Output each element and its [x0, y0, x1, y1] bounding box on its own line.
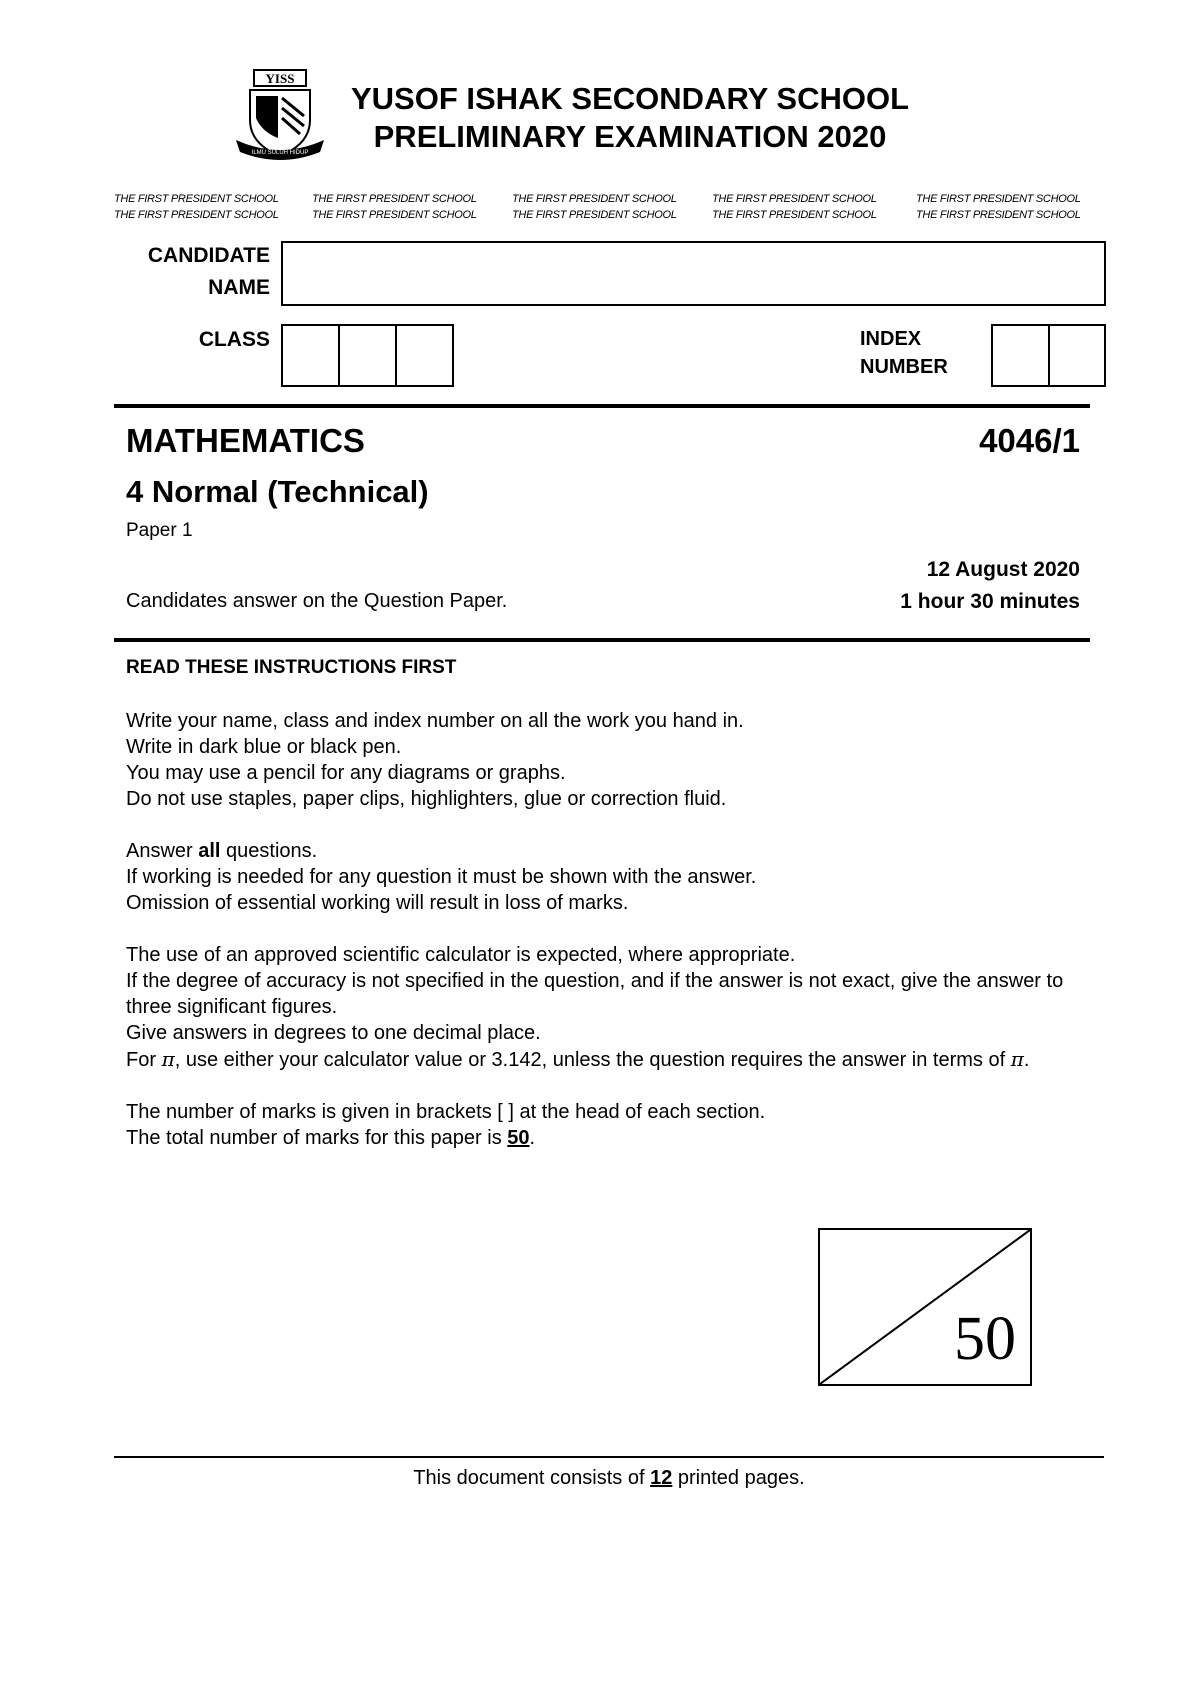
index-cell-divider — [1048, 326, 1050, 385]
instruction-line: If the degree of accuracy is not specified in the question, and if the answer is not exact, give the answer to three significant figures. — [126, 970, 1064, 1018]
total-marks: 50 — [507, 1127, 530, 1149]
marks-box-total: 50 — [954, 1305, 1016, 1373]
footer-note: This document consists of 12 printed pages. — [413, 1467, 805, 1489]
pi-symbol: π — [1010, 1047, 1024, 1071]
instruction-line: Give answers in degrees to one decimal place. — [126, 1022, 541, 1044]
class-cell-divider — [395, 326, 397, 385]
instructions-heading: READ THESE INSTRUCTIONS FIRST — [126, 657, 457, 678]
instruction-line: The use of an approved scientific calculator is expected, where appropriate. — [126, 944, 796, 966]
school-heading — [330, 80, 930, 156]
motto-column-2: THE FIRST PRESIDENT SCHOOL THE FIRST PRESIDENT SCHOOL — [312, 193, 477, 221]
subject-title: MATHEMATICS — [126, 422, 365, 459]
motto-column-3: THE FIRST PRESIDENT SCHOOL THE FIRST PRESIDENT SCHOOL — [512, 193, 677, 221]
instruction-line: If working is needed for any question it must be shown with the answer. — [126, 866, 757, 888]
instruction-line: You may use a pencil for any diagrams or graphs. — [126, 762, 566, 784]
instruction-line: The total number of marks for this paper is 50. — [126, 1127, 536, 1149]
pi-symbol: π — [161, 1047, 175, 1071]
instruction-line: Answer all questions. — [126, 840, 318, 862]
class-cell-divider — [338, 326, 340, 385]
instruction-line: Omission of essential working will result in loss of marks. — [126, 892, 629, 914]
motto-column-5: THE FIRST PRESIDENT SCHOOL THE FIRST PRESIDENT SCHOOL — [916, 193, 1081, 221]
exam-date: 12 August 2020 — [926, 558, 1080, 581]
instructions-body — [126, 708, 1086, 1151]
divider-rule — [114, 638, 1090, 642]
paper-code: 4046/1 — [979, 422, 1080, 459]
divider-rule — [114, 404, 1090, 408]
total-marks-box — [818, 1228, 1032, 1386]
exam-duration: 1 hour 30 minutes — [900, 590, 1080, 613]
candidate-name-field[interactable] — [281, 241, 1106, 306]
instruction-line: For π, use either your calculator value or 3.142, unless the question requires the answer in terms of π. — [126, 1047, 1030, 1071]
paper-number: Paper 1 — [126, 520, 193, 541]
answer-note: Candidates answer on the Question Paper. — [126, 590, 508, 612]
instruction-line: Write in dark blue or black pen. — [126, 736, 402, 758]
class-field[interactable] — [281, 324, 454, 387]
index-number-label: INDEX NUMBER — [860, 328, 948, 378]
paper-level: 4 Normal (Technical) — [126, 474, 429, 509]
school-crest-logo — [232, 68, 328, 164]
svg-text:YISS: YISS — [265, 71, 295, 86]
candidate-name-label: CANDIDATE NAME — [147, 244, 270, 299]
logo-motto: ILMU SULUH HIDUP — [251, 150, 309, 156]
page-count: 12 — [650, 1467, 673, 1489]
class-label: CLASS — [198, 328, 270, 351]
instruction-line: Do not use staples, paper clips, highlighters, glue or correction fluid. — [126, 788, 727, 810]
footer-rule — [114, 1456, 1104, 1458]
motto-column-4: THE FIRST PRESIDENT SCHOOL THE FIRST PRESIDENT SCHOOL — [712, 193, 877, 221]
instruction-line: Write your name, class and index number on all the work you hand in. — [126, 710, 744, 732]
exam-name: PRELIMINARY EXAMINATION 2020 — [373, 119, 887, 154]
instruction-line: The number of marks is given in brackets [ ] at the head of each section. — [126, 1101, 766, 1123]
school-name: YUSOF ISHAK SECONDARY SCHOOL — [350, 81, 910, 116]
motto-column-1: THE FIRST PRESIDENT SCHOOL THE FIRST PRESIDENT SCHOOL — [114, 193, 279, 221]
index-number-field[interactable] — [991, 324, 1106, 387]
